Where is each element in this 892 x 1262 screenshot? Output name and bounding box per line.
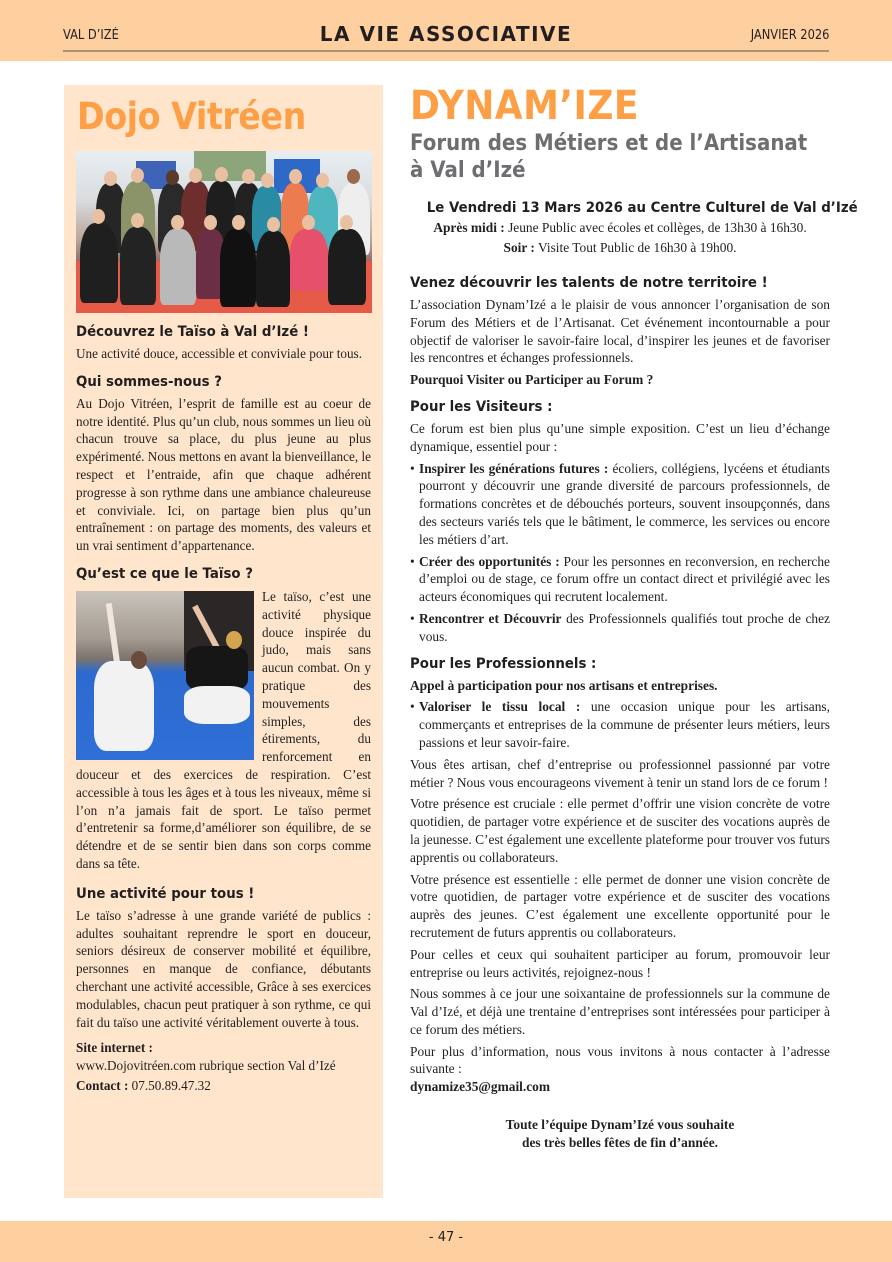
taiso-photo [76,591,254,760]
photo-head [316,173,329,188]
photo-head [347,169,360,184]
visitor-bullet [410,553,830,606]
photo-head [131,168,144,183]
header-section-title: LA VIE ASSOCIATIVE [319,22,573,46]
photo-head [340,215,353,230]
photo-head [171,215,184,230]
page-number: - 47 - [428,1230,464,1245]
event-afternoon [410,218,830,238]
dojo-what-text: Le taïso, c’est une activité physique douce inspirée du judo, mais sans aucun combat. On y pratique des mouvements simples, des étirements, du renforcement en douceur et des exercices de respiration. C’est accessible à tous les âges et à tous les niveaux, même si l’on n’a jamais fait de sport. Le taïso permet d’entretenir sa forme,d’améliorer son équilibre, de se détendre et de se sentir bien dans son corps comme dans sa tête. [76,588,371,871]
photo-head [215,167,228,182]
contact-email[interactable]: dynamize35@gmail.com [410,1079,551,1095]
dojo-title: Dojo Vitréen [77,95,306,138]
dojo-all-heading: Une activité pour tous ! [76,885,255,902]
photo-head [242,169,255,184]
dojo-contact-block [76,1039,371,1095]
photo-person-white [94,661,154,751]
photo-person [328,229,366,305]
dojo-who-text: Au Dojo Vitréen, l’esprit de famille est au coeur de notre identité. Plus qu’un club, nous sommes un lieu où chacun trouve sa place, du plus jeune au plus expérimenté. Nous mettons en avant la bienveillance, le respect et l’entraide, afin que chaque adhérent progresse à son rythme dans une ambiance chaleureuse et conviviale. Ici, on partage bien plus qu’un entraînement : on partage des moments, des valeurs et un vrai sentiment d’appartenance. [76,395,371,554]
photo-arm [106,603,121,665]
photo-person [120,227,156,305]
paragraph: Pour plus d’information, nous vous invitons à nous contacter à l’adresse suivante : [410,1043,830,1077]
photo-head [104,171,117,186]
contact-phone[interactable]: 07.50.89.47.32 [128,1078,211,1094]
photo-head [289,169,302,184]
site-label: Site internet : [76,1040,153,1056]
dojo-who-heading: Qui sommes-nous ? [76,373,222,390]
photo-head [131,651,147,669]
bullet-text: des Professionnels qualifiés tout proche de chez vous. [419,610,830,644]
bullet-text: écoliers, collégiens, lycéens et étudiants pourront y découvrir une grande diversité de parcours professionnels, de formations concrètes et de débouchés porteurs, souvent insoupçonnés, dans des secteurs variés tels que le bâtiment, le commerce, les services ou encore les métiers d’art. [419,460,830,547]
photo-head [232,215,245,230]
contact-label: Contact : [76,1078,129,1094]
photo-person [160,229,196,305]
dojo-what-heading: Qu’est ce que le Taïso ? [76,565,253,582]
bullet-label: Inspirer les générations futures : [419,460,609,476]
dynamize-subtitle-line2: à Val d’Izé [410,158,526,183]
photo-head [302,215,315,230]
photo-head [92,209,105,224]
dojo-intro-heading: Découvrez le Taïso à Val d’Izé ! [76,324,309,340]
footer-band [0,1221,892,1262]
dojo-all-text: Le taïso s’adresse à une grande variété de publics : adultes souhaitant reprendre le sport en douceur, seniors désireux de conserver mobilité et équilibre, personnes en manque de confiance, débutants cherchant une activité accessible, Grâce à ses exercices modulables, chacun peut pratiquer à son rythme, ce qui fait du taïso une activité véritablement ouverte à tous. [76,907,371,1030]
visitor-bullet [410,610,830,646]
header-commune: VAL D’IZÉ [63,28,119,43]
bullet-label: Valoriser le tissu local : [419,699,581,715]
event-evening [410,238,830,258]
event-date-location: Le Vendredi 13 Mars 2026 au Centre Culturel de Val d’Izé [426,200,858,216]
why-line: Pourquoi Visiter ou Participer au Forum ? [410,372,654,388]
closing-line2: des très belles fêtes de fin d’année. [522,1134,718,1150]
dynamize-article [410,83,858,1152]
photo-head [267,217,280,232]
dojo-group-photo [76,151,372,313]
photo-head [131,213,144,228]
photo-person [290,229,328,291]
pros-heading: Pour les Professionnels : [410,655,597,672]
visitors-intro: Ce forum est bien plus qu’une simple exposition. C’est un lieu d’échange dynamique, essentiel pour : [410,420,830,454]
photo-head [204,215,217,230]
photo-head [226,631,242,649]
dynamize-title: DYNAM’IZE [410,83,639,129]
bullet-label: Créer des opportunités : [419,553,560,569]
paragraph: Vous êtes artisan, chef d’entreprise ou professionnel passionné par votre métier ? Nous vous encourageons vivement à tenir un stand lors de ce forum ! [410,756,830,790]
photo-head [189,168,202,183]
paragraph: Pour celles et ceux qui souhaitent participer au forum, promouvoir leur entreprise ou leurs activités, rejoignez-nous ! [410,946,830,980]
bullet-label: Rencontrer et Découvrir [419,610,562,626]
site-url[interactable]: www.Dojovitréen.com rubrique section Val d’Izé [76,1058,336,1074]
bullet-text: une occasion unique pour les artisans, commerçants et entreprises de la commune de présenter leurs métiers, leurs passions et leur savoir-faire. [419,699,830,750]
photo-person-black [186,646,248,691]
header-issue-date: JANVIER 2026 [750,28,829,43]
bullet-text: Pour les personnes en reconversion, en recherche d’emploi ou de stage, ce forum offre un contact direct et privilégié avec les acteurs économiques qui recrutent localement. [419,553,830,605]
photo-person [220,229,256,307]
visitors-heading: Pour les Visiteurs : [410,398,553,415]
photo-window [194,151,266,181]
photo-person [256,231,290,307]
afternoon-label: Après midi : [433,220,505,235]
afternoon-value: Jeune Public avec écoles et collèges, de 13h30 à 16h30. [504,220,807,235]
photo-person [80,223,118,303]
evening-label: Soir : [503,239,535,255]
photo-person-legs [184,686,250,724]
discover-text: L’association Dynam’Izé a le plaisir de vous annoncer l’organisation de son Forum des Métiers et de l’Artisanat. Cet événement incontournable a pour objectif de valoriser le savoir-faire local, d’inspirer les jeunes et de favoriser les rencontres et échanges professionnels. [410,297,830,366]
closing-line1: Toute l’équipe Dynam’Izé vous souhaite [505,1117,735,1133]
pros-call: Appel à participation pour nos artisans et entreprises. [410,677,718,693]
discover-heading: Venez découvrir les talents de notre territoire ! [410,275,768,291]
dojo-intro-text: Une activité douce, accessible et conviviale pour tous. [76,346,362,361]
header-band [0,0,892,61]
photo-head [261,173,274,188]
dynamize-subtitle-line1: Forum des Métiers et de l’Artisanat [410,131,808,156]
visitor-bullet [410,460,830,549]
evening-value: Visite Tout Public de 16h30 à 19h00. [534,239,737,255]
dojo-article [64,85,383,1198]
pro-bullet [410,698,830,751]
header-rule [63,22,829,52]
paragraph: Votre présence est essentielle : elle permet de donner une vision concrète de votre quotidien, de partager votre expérience et de susciter des vocations auprès des jeunes. C’est également une excellente opportunité pour le recrutement de futurs apprentis ou collaborateurs. [410,871,830,940]
paragraph: Votre présence est cruciale : elle permet d’offrir une vision concrète de votre quotidien, de partager votre expérience et de susciter des vocations auprès de la jeunesse. C’est également une excellente plateforme pour trouver vos futurs apprentis ou collaborateurs. [410,796,830,865]
photo-head [166,170,179,185]
paragraph: Nous sommes à ce jour une soixantaine de professionnels sur la commune de Val d’Izé, et déjà une trentaine d’entreprises sont intéressées pour participer à ce forum des métiers. [410,986,830,1037]
